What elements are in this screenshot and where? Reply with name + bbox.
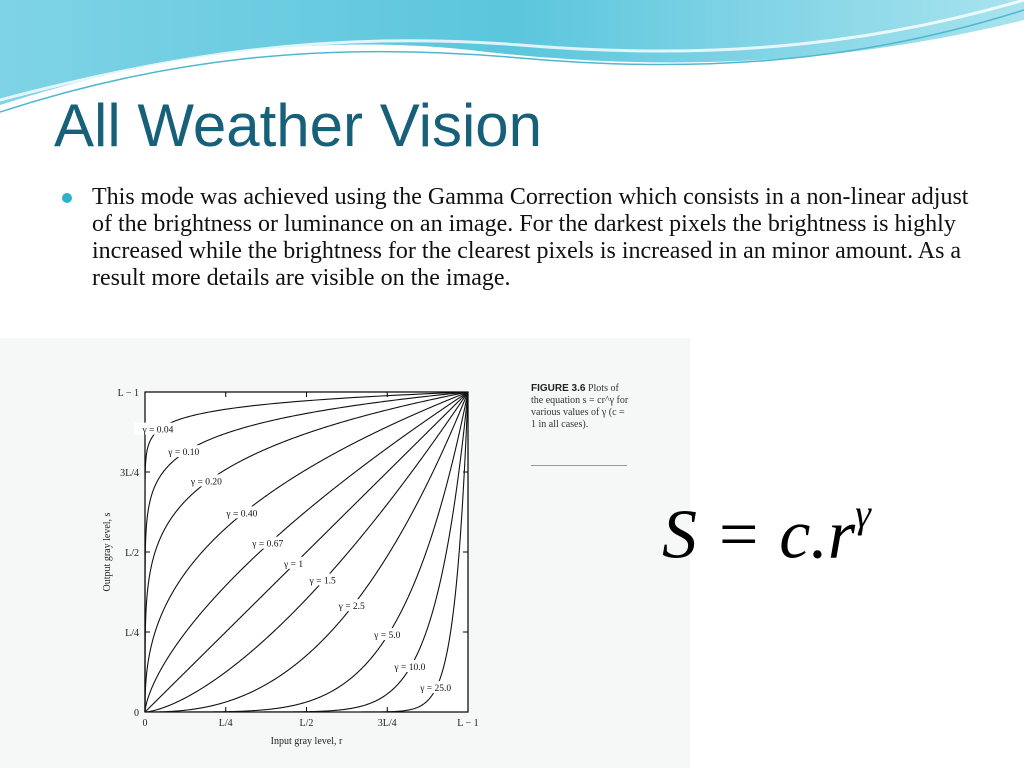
y-axis-label: Output gray level, s xyxy=(102,512,113,592)
y-tick-label: 0 xyxy=(134,708,139,719)
curve-label: γ = 2.5 xyxy=(338,602,365,613)
formula-equals: = xyxy=(714,496,762,574)
figure-caption xyxy=(531,383,631,431)
figure-caption-text: Plots of the equation s = cr^γ for various values of γ (c = 1 in all cases). xyxy=(531,383,629,430)
slide-title: All Weather Vision xyxy=(54,92,543,159)
x-axis-label: Input gray level, r xyxy=(270,736,343,747)
bullet-text: This mode was achieved using the Gamma Correction which consists in a non-linear adjust of the brightness or luminance on an image. For the darkest pixels the brightness is highly increased while the brightness for the clearest pixels is increased in an minor amount. As a result more details are visible on the image. xyxy=(92,184,969,291)
figure-caption-label: FIGURE 3.6 xyxy=(531,383,586,394)
gamma-curves-chart xyxy=(98,380,518,760)
curve-label: γ = 0.40 xyxy=(226,509,258,520)
x-tick-label: L/4 xyxy=(218,718,233,729)
curve-label: γ = 0.10 xyxy=(168,448,200,459)
curve-label: γ = 1.5 xyxy=(309,576,336,587)
x-tick-label: L − 1 xyxy=(457,718,479,729)
curve-label: γ = 10.0 xyxy=(394,663,426,674)
bullet-item xyxy=(62,184,982,292)
formula-exponent: γ xyxy=(855,491,871,536)
curve-label: γ = 5.0 xyxy=(374,631,401,642)
x-tick-label: L/2 xyxy=(299,718,314,729)
curve-label: γ = 1 xyxy=(284,559,304,570)
caption-divider xyxy=(531,465,627,466)
curve-label: γ = 0.67 xyxy=(252,539,284,550)
formula-rhs: c.r xyxy=(779,496,856,574)
bullet-icon xyxy=(62,193,72,203)
x-tick-label: 0 xyxy=(142,718,148,729)
y-tick-label: L/4 xyxy=(125,628,139,639)
x-tick-label: 3L/4 xyxy=(377,718,397,729)
y-tick-label: 3L/4 xyxy=(120,468,139,479)
gamma-formula xyxy=(662,491,871,574)
formula-lhs: S xyxy=(662,496,697,574)
y-tick-label: L − 1 xyxy=(117,388,139,399)
curve-label: γ = 0.20 xyxy=(190,477,222,488)
y-tick-label: L/2 xyxy=(125,548,139,559)
curve-label: γ = 25.0 xyxy=(420,684,452,695)
curve-label: γ = 0.04 xyxy=(142,425,174,436)
